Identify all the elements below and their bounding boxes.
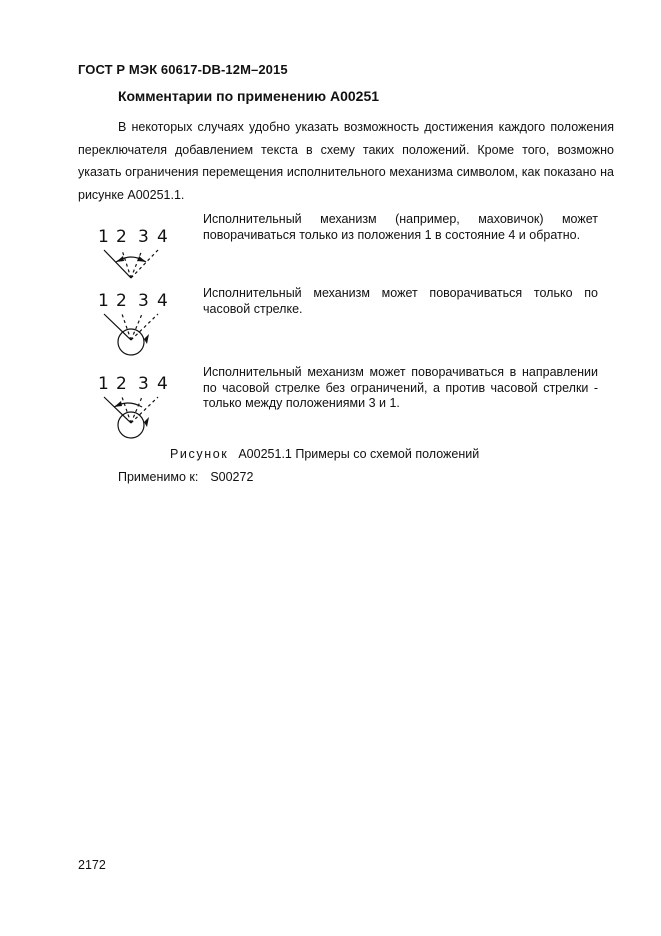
position-label-1: 1	[98, 227, 109, 247]
position-diagram-2	[94, 286, 178, 366]
position-label-3: 3	[138, 291, 149, 311]
position-label-1: 1	[98, 291, 109, 311]
position-label-4: 4	[157, 374, 168, 394]
page-number: 2172	[78, 858, 106, 872]
applies-to-ref: S00272	[210, 470, 254, 484]
example-1-description: Исполнительный механизм (например, маховичок) может поворачиваться только из положения 1 в состояние 4 и обратно.	[203, 212, 598, 242]
applies-to	[118, 470, 253, 484]
position-label-2: 2	[116, 227, 127, 247]
position-label-4: 4	[157, 227, 168, 247]
document-header: ГОСТ Р МЭК 60617-DB-12M–2015	[78, 62, 288, 77]
position-label-1: 1	[98, 374, 109, 394]
position-diagram-1	[94, 212, 178, 292]
example-3-description: Исполнительный механизм может поворачиваться в направлении по часовой стрелке без ограничений, а против часовой стрелки - только между положениями 3 и 1.	[203, 365, 598, 410]
figure-caption-text: A00251.1 Примеры со схемой положений	[238, 447, 480, 461]
intro-paragraph: В некоторых случаях удобно указать возможность достижения каждого положения переключателя добавлением текста в схему таких положений. Кроме того, возможно указать ограничения перемещения исполнительного механизма символом, как показано на рисунке A00251.1.	[78, 120, 614, 202]
position-label-3: 3	[138, 374, 149, 394]
example-2-description: Исполнительный механизм может поворачиваться только по часовой стрелке.	[203, 286, 598, 316]
example-1	[0, 212, 661, 292]
example-3	[0, 365, 661, 445]
position-label-4: 4	[157, 291, 168, 311]
example-2	[0, 286, 661, 366]
position-label-2: 2	[116, 374, 127, 394]
section-title: Комментарии по применению A00251	[118, 88, 380, 104]
figure-label: Рисунок	[170, 447, 229, 461]
applies-to-label: Применимо к:	[118, 470, 199, 484]
position-label-3: 3	[138, 227, 149, 247]
figure-caption	[170, 447, 479, 461]
position-diagram-3	[94, 365, 178, 445]
position-label-2: 2	[116, 291, 127, 311]
